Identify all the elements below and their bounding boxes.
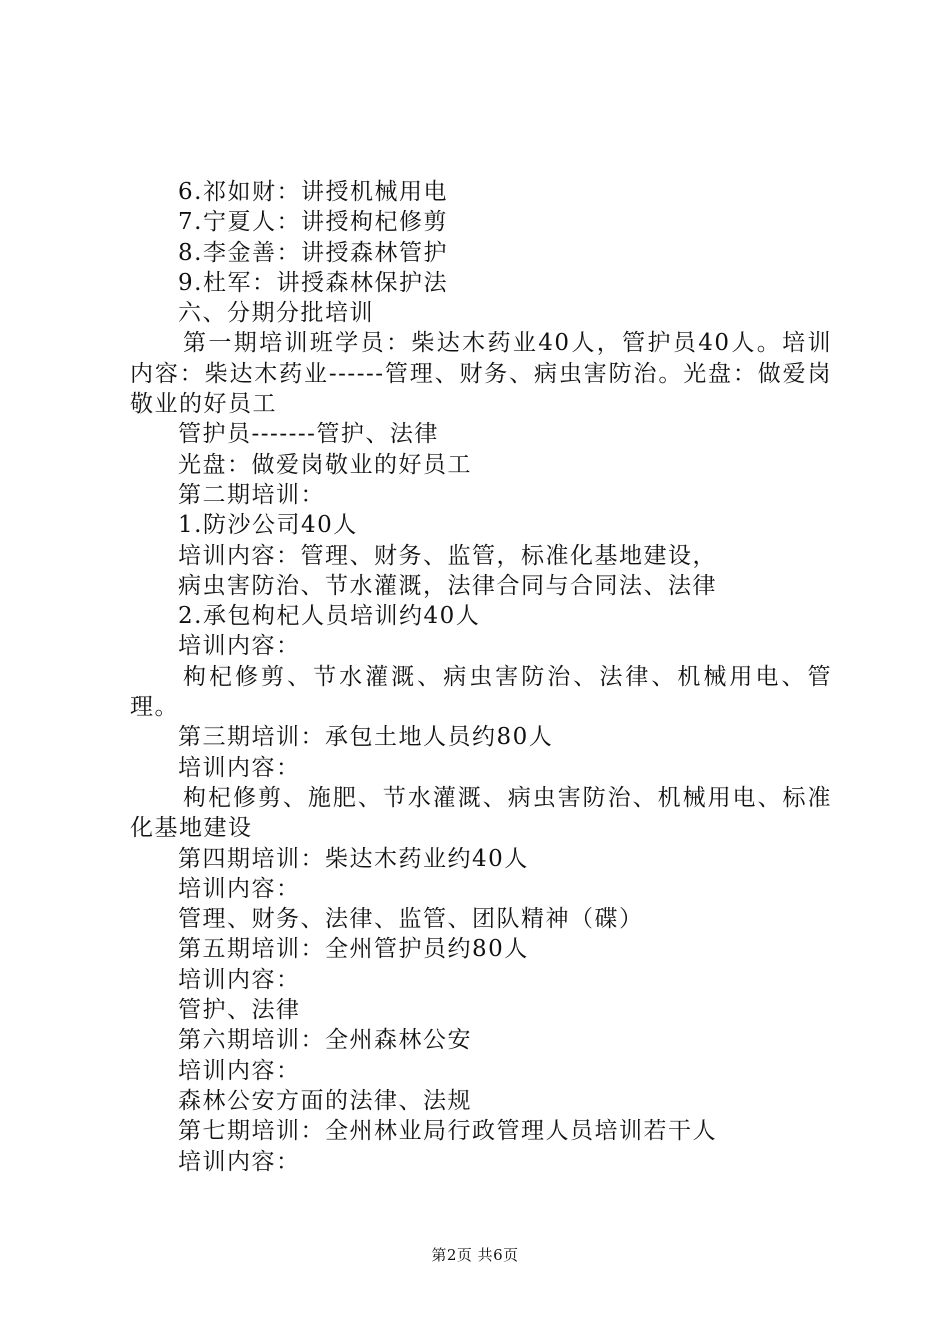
heading-phase-7: 第七期培训：全州林业局行政管理人员培训若干人 (178, 1118, 717, 1145)
paragraph-phase-1-rangers: 管护员-------管护、法律 (178, 421, 439, 448)
paragraph-phase-5-content: 管护、法律 (178, 997, 301, 1024)
heading-phase-4: 第四期培训：柴达木药业约40人 (178, 845, 529, 872)
document-body (130, 177, 832, 1177)
heading-phase-2: 第二期培训： (178, 481, 325, 508)
paragraph-phase-4-content: 管理、财务、法律、监管、团队精神（碟） (178, 906, 644, 933)
label-training-content: 培训内容： (178, 966, 301, 993)
list-item-lecturer-8: 8.李金善：讲授森林管护 (178, 239, 448, 266)
page-number-footer: 第2页 共6页 (431, 1246, 519, 1264)
heading-phase-5: 第五期培训：全州管护员约80人 (178, 936, 529, 963)
list-item-lecturer-7: 7.宁夏人：讲授枸杞修剪 (178, 209, 448, 236)
paragraph-phase-3-content: 枸杞修剪、施肥、节水灌溉、病虫害防治、机械用电、标准化基地建设 (130, 784, 832, 842)
label-training-content: 培训内容： (178, 875, 301, 902)
label-training-content: 培训内容： (178, 754, 301, 781)
label-training-content: 培训内容： (178, 1148, 301, 1175)
list-item-lecturer-9: 9.杜军：讲授森林保护法 (178, 269, 448, 296)
heading-phase-3: 第三期培训：承包土地人员约80人 (178, 724, 554, 751)
label-training-content: 培训内容： (178, 1057, 301, 1084)
section-heading-phased-training: 六、分期分批培训 (178, 300, 374, 327)
paragraph-phase-6-content: 森林公安方面的法律、法规 (178, 1087, 472, 1114)
paragraph-phase-1-disc: 光盘：做爱岗敬业的好员工 (178, 451, 472, 478)
list-item-phase-2-2: 2.承包枸杞人员培训约40人 (178, 603, 481, 630)
heading-phase-6: 第六期培训：全州森林公安 (178, 1027, 472, 1054)
list-item-phase-2-1: 1.防沙公司40人 (178, 512, 358, 539)
paragraph-phase-1: 第一期培训班学员：柴达木药业40人，管护员40人。培训内容：柴达木药业------管理、财务、病虫害防治。光盘：做爱岗敬业的好员工 (130, 330, 832, 418)
list-item-lecturer-6: 6.祁如财：讲授机械用电 (178, 179, 448, 205)
paragraph-phase-2-1-content: 培训内容：管理、财务、监管，标准化基地建设， (178, 542, 717, 569)
paragraph-phase-2-2-content: 枸杞修剪、节水灌溉、病虫害防治、法律、机械用电、管理。 (130, 663, 832, 721)
paragraph-phase-2-1-content-cont: 病虫害防治、节水灌溉，法律合同与合同法、法律 (178, 572, 717, 599)
label-training-content: 培训内容： (178, 633, 301, 660)
